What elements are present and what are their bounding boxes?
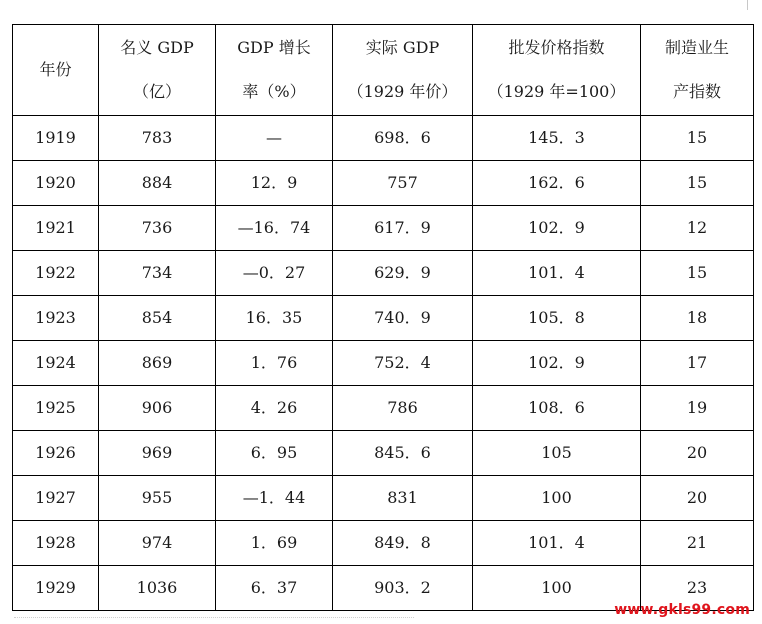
cell-year: 1927	[13, 476, 99, 521]
cell-real-gdp: 786	[333, 386, 473, 431]
cell-year: 1924	[13, 341, 99, 386]
cell-wholesale-price-index: 105	[473, 431, 641, 476]
cell-year: 1922	[13, 251, 99, 296]
gdp-table-container	[12, 24, 754, 611]
cell-gdp-growth: —0．27	[216, 251, 333, 296]
site-watermark: www.gkls99.com	[614, 602, 750, 618]
table-row	[13, 296, 754, 341]
cell-real-gdp: 849．8	[333, 521, 473, 566]
header-year	[13, 25, 99, 116]
cell-real-gdp: 752．4	[333, 341, 473, 386]
cell-gdp-growth: 4．26	[216, 386, 333, 431]
cell-manufacturing-index: 20	[641, 476, 754, 521]
cell-real-gdp: 845．6	[333, 431, 473, 476]
cell-real-gdp: 617．9	[333, 206, 473, 251]
cell-wholesale-price-index: 101．4	[473, 251, 641, 296]
header-nominal-gdp	[99, 25, 216, 116]
cell-manufacturing-index: 21	[641, 521, 754, 566]
header-manufacturing-index-line1: 制造业生	[664, 38, 729, 57]
header-gdp-growth-line2: 率（%）	[242, 82, 306, 101]
cell-wholesale-price-index: 108．6	[473, 386, 641, 431]
cell-gdp-growth: 16．35	[216, 296, 333, 341]
cell-manufacturing-index: 12	[641, 206, 754, 251]
cell-gdp-growth: 6．37	[216, 566, 333, 611]
cell-nominal-gdp: 854	[99, 296, 216, 341]
cell-nominal-gdp: 884	[99, 161, 216, 206]
cell-wholesale-price-index: 101．4	[473, 521, 641, 566]
cell-nominal-gdp: 969	[99, 431, 216, 476]
cell-wholesale-price-index: 162．6	[473, 161, 641, 206]
table-header	[13, 25, 754, 116]
table-row	[13, 476, 754, 521]
cell-wholesale-price-index: 102．9	[473, 206, 641, 251]
table-row	[13, 161, 754, 206]
cell-manufacturing-index: 18	[641, 296, 754, 341]
header-row	[13, 25, 754, 116]
cell-year: 1925	[13, 386, 99, 431]
cell-real-gdp: 740．9	[333, 296, 473, 341]
table-row	[13, 386, 754, 431]
cell-wholesale-price-index: 100	[473, 566, 641, 611]
table-row	[13, 251, 754, 296]
cell-real-gdp: 629．9	[333, 251, 473, 296]
table-body	[13, 116, 754, 611]
cell-gdp-growth: 12．9	[216, 161, 333, 206]
cell-year: 1929	[13, 566, 99, 611]
cell-wholesale-price-index: 105．8	[473, 296, 641, 341]
header-nominal-gdp-line2: （亿）	[132, 82, 181, 101]
cell-year: 1921	[13, 206, 99, 251]
table-row	[13, 521, 754, 566]
header-wholesale-price-index	[473, 25, 641, 116]
cell-nominal-gdp: 906	[99, 386, 216, 431]
cell-nominal-gdp: 736	[99, 206, 216, 251]
header-real-gdp-line1: 实际 GDP	[365, 38, 440, 57]
cell-wholesale-price-index: 102．9	[473, 341, 641, 386]
header-gdp-growth-line1: GDP 增长	[237, 38, 311, 57]
cell-nominal-gdp: 1036	[99, 566, 216, 611]
cell-manufacturing-index: 15	[641, 161, 754, 206]
cell-nominal-gdp: 869	[99, 341, 216, 386]
cell-manufacturing-index: 23	[641, 566, 754, 611]
header-real-gdp	[333, 25, 473, 116]
cell-year: 1923	[13, 296, 99, 341]
cell-nominal-gdp: 734	[99, 251, 216, 296]
cell-year: 1926	[13, 431, 99, 476]
cell-wholesale-price-index: 100	[473, 476, 641, 521]
cell-manufacturing-index: 19	[641, 386, 754, 431]
cell-manufacturing-index: 17	[641, 341, 754, 386]
cell-real-gdp: 757	[333, 161, 473, 206]
cell-gdp-growth: 1．69	[216, 521, 333, 566]
cell-real-gdp: 903．2	[333, 566, 473, 611]
cell-gdp-growth: —16．74	[216, 206, 333, 251]
cell-gdp-growth: —	[216, 116, 333, 161]
header-gdp-growth	[216, 25, 333, 116]
table-row	[13, 206, 754, 251]
table-row	[13, 431, 754, 476]
cell-real-gdp: 698．6	[333, 116, 473, 161]
bottom-edge-guide	[14, 617, 414, 624]
table-row	[13, 341, 754, 386]
table-row	[13, 116, 754, 161]
header-manufacturing-index	[641, 25, 754, 116]
cell-gdp-growth: —1．44	[216, 476, 333, 521]
header-manufacturing-index-line2: 产指数	[672, 82, 721, 101]
header-nominal-gdp-line1: 名义 GDP	[120, 38, 194, 57]
cell-year: 1919	[13, 116, 99, 161]
cell-manufacturing-index: 20	[641, 431, 754, 476]
cell-nominal-gdp: 783	[99, 116, 216, 161]
cell-manufacturing-index: 15	[641, 116, 754, 161]
cell-nominal-gdp: 955	[99, 476, 216, 521]
header-year-label: 年份	[39, 60, 72, 79]
gdp-table	[12, 24, 754, 611]
header-real-gdp-line2: （1929 年价）	[347, 82, 458, 101]
header-wholesale-price-index-line1: 批发价格指数	[508, 38, 605, 57]
cell-year: 1920	[13, 161, 99, 206]
cell-nominal-gdp: 974	[99, 521, 216, 566]
corner-mark	[747, 0, 748, 10]
cell-gdp-growth: 1．76	[216, 341, 333, 386]
cell-wholesale-price-index: 145．3	[473, 116, 641, 161]
header-wholesale-price-index-line2: （1929 年=100）	[487, 82, 626, 101]
cell-manufacturing-index: 15	[641, 251, 754, 296]
cell-gdp-growth: 6．95	[216, 431, 333, 476]
cell-real-gdp: 831	[333, 476, 473, 521]
cell-year: 1928	[13, 521, 99, 566]
